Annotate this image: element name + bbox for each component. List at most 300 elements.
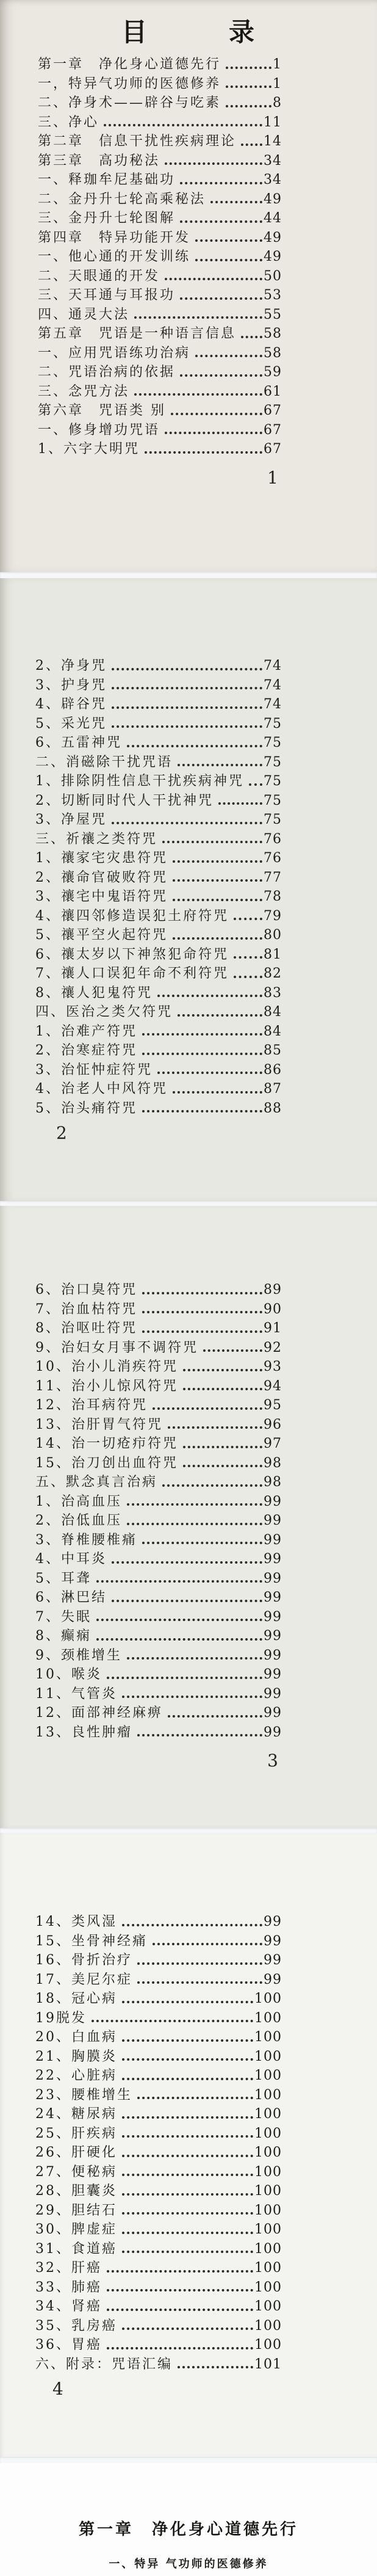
toc-entry — [35, 2047, 282, 2067]
toc-entry — [38, 324, 282, 344]
dot-leader — [173, 937, 262, 940]
toc-entry — [35, 2143, 282, 2163]
toc-entry — [38, 151, 282, 171]
toc-entry-label: 18、冠心病 — [35, 1991, 117, 2006]
dot-leader — [241, 336, 262, 338]
page-gap — [0, 1828, 377, 1833]
toc-entry — [35, 1041, 282, 1061]
toc-entry-page: 75 — [264, 774, 282, 789]
toc-entry — [38, 440, 282, 459]
dot-leader — [122, 2058, 253, 2061]
toc-entry-label: 2、禳命官破败符咒 — [35, 869, 168, 885]
toc-entry — [35, 2259, 282, 2278]
toc-entry-label: 12、治耳病符咒 — [35, 1398, 148, 1413]
toc-entry — [35, 1723, 282, 1743]
toc-entry-label: 4、治老人中风符咒 — [35, 1081, 168, 1097]
toc-entry-page: 86 — [264, 1062, 282, 1078]
toc-entry-page: 87 — [264, 1081, 282, 1097]
toc-entry-label: 第六章 咒语类 别 — [38, 403, 166, 418]
toc-entry-label: 12、面部神经麻痹 — [35, 1705, 163, 1721]
toc-entry-label: 3、护身咒 — [35, 677, 107, 693]
toc-entry-page: 53 — [264, 288, 282, 303]
dot-leader — [142, 1330, 262, 1333]
dot-leader — [173, 899, 262, 901]
toc-entry-page: 99 — [264, 1686, 282, 1702]
dot-leader — [173, 860, 262, 863]
dot-leader — [142, 1033, 262, 1036]
toc-entry — [35, 1970, 282, 1990]
toc-entry-label: 24、糖尿病 — [35, 2106, 117, 2122]
toc-entry — [35, 887, 282, 907]
toc-entry-page: 67 — [264, 422, 282, 438]
toc-entry-label: 9、治妇女月事不调符咒 — [35, 1340, 198, 1355]
toc-entry-page: 101 — [254, 2356, 282, 2372]
dot-leader — [137, 1734, 262, 1736]
toc-entry-page: 99 — [264, 1551, 282, 1567]
dot-leader — [183, 1465, 262, 1467]
page-number: 3 — [267, 1751, 278, 1771]
toc-entry — [35, 1415, 282, 1435]
dot-leader — [122, 2232, 253, 2234]
toc-entry-page: 14 — [264, 134, 282, 149]
toc-entry — [35, 1300, 282, 1319]
dot-leader — [180, 220, 262, 223]
toc-entry-label: 11、气管炎 — [35, 1686, 117, 1702]
dot-leader — [183, 1388, 262, 1390]
dot-leader — [137, 1962, 262, 1965]
dot-leader — [165, 162, 262, 165]
toc-entry — [35, 1099, 282, 1119]
toc-entry — [35, 791, 282, 811]
toc-entry-label: 22、心脏病 — [35, 2068, 117, 2083]
toc-entry-label: 3、禳宅中鬼语符咒 — [35, 889, 168, 904]
toc-entry — [35, 907, 282, 926]
toc-entry — [38, 267, 282, 286]
toc-entry — [35, 2220, 282, 2240]
toc-entry-page: 96 — [264, 1417, 282, 1432]
toc-entry-label: 31、食道癌 — [35, 2241, 117, 2257]
toc-entry-page: 67 — [264, 441, 282, 457]
toc-entry-page: 100 — [254, 2241, 282, 2257]
toc-entry-label: 2、净身咒 — [35, 658, 107, 673]
dot-leader — [112, 668, 262, 670]
dot-leader — [122, 1696, 262, 1698]
dot-leader — [195, 355, 262, 357]
toc-title: 目 录 — [121, 17, 256, 47]
toc-entry-label: 三、祈禳之类符咒 — [35, 831, 158, 847]
toc-entry-label: 9、颈椎增生 — [35, 1647, 122, 1663]
toc-entry-page: 80 — [264, 927, 282, 943]
dot-leader — [137, 2097, 253, 2099]
dot-leader — [122, 2001, 253, 2003]
toc-entry-label: 14、治一切疮疖符咒 — [35, 1436, 178, 1451]
dot-leader — [178, 1014, 262, 1017]
toc-entry-label: 14、类风湿 — [35, 1914, 117, 1929]
dot-leader — [178, 764, 262, 766]
page-number: 1 — [267, 467, 278, 488]
toc-entry-label: 2、治低血压 — [35, 1513, 122, 1528]
toc-entry-label: 三、金丹升七轮图解 — [38, 211, 176, 226]
toc-entry — [35, 1357, 282, 1377]
toc-entry-page: 100 — [254, 2068, 282, 2083]
toc-entry-page: 98 — [264, 1475, 282, 1490]
toc-entry — [38, 170, 282, 190]
toc-entry-page: 100 — [254, 2106, 282, 2122]
toc-entry-page: 49 — [264, 191, 282, 207]
toc-entry-page: 99 — [264, 1933, 282, 1949]
toc-entry-page: 99 — [264, 1628, 282, 1644]
toc-entry — [35, 1531, 282, 1550]
dot-leader — [107, 2270, 253, 2273]
toc-entry — [35, 2009, 282, 2028]
dot-leader — [107, 2289, 253, 2291]
dot-leader — [249, 783, 262, 786]
toc-entry — [35, 1003, 282, 1022]
dot-leader — [180, 182, 262, 184]
toc-entry-label: 一，特异气功师的医德修养 — [38, 76, 221, 92]
dot-leader — [122, 1924, 262, 1926]
toc-entry-page: 76 — [264, 831, 282, 847]
toc-entry-page: 99 — [264, 1590, 282, 1605]
toc-entry-label: 四、医治之类欠符咒 — [35, 1004, 173, 1020]
toc-entry — [35, 984, 282, 1003]
toc-entry-page: 99 — [264, 1953, 282, 1968]
toc-entry-page: 97 — [264, 1436, 282, 1451]
dot-leader — [122, 2327, 253, 2330]
toc-entry-label: 1、治难产符咒 — [35, 1023, 137, 1039]
toc-entry-page: 55 — [264, 307, 282, 322]
toc-entry — [38, 401, 282, 421]
dot-leader — [107, 1677, 262, 1679]
chapter-subheading: 一、特异 气功师的医德修养 — [109, 2558, 268, 2571]
toc-entry-label: 16、骨折治疗 — [35, 1953, 132, 1968]
toc-entry — [38, 55, 282, 74]
toc-entry-label: 第五章 咒语是一种语言信息 — [38, 326, 237, 341]
toc-entry-label: 5、禳平空火起符咒 — [35, 927, 168, 943]
toc-entry — [35, 926, 282, 945]
toc-entry — [35, 1608, 282, 1627]
dot-leader — [171, 413, 262, 415]
dot-leader — [96, 1638, 262, 1641]
dot-leader — [183, 1446, 262, 1448]
dot-leader — [142, 1292, 262, 1294]
toc-entry — [35, 733, 282, 753]
toc-entry-label: 6、治口臭符咒 — [35, 1282, 137, 1297]
toc-entry-label: 10、喉炎 — [35, 1667, 102, 1682]
toc-entry — [35, 1989, 282, 2009]
toc-entry-label: 8、禳人犯鬼符咒 — [35, 985, 153, 1001]
toc-list-page-3 — [35, 1280, 282, 1742]
toc-entry-label: 一、应用咒语练功治病 — [38, 345, 191, 361]
toc-entry — [35, 2105, 282, 2124]
dot-leader — [122, 2212, 253, 2215]
toc-entry-label: 5、治头痛符咒 — [35, 1100, 137, 1116]
toc-entry-page: 78 — [264, 889, 282, 904]
toc-entry-page: 81 — [264, 946, 282, 962]
toc-entry-page: 59 — [264, 365, 282, 380]
toc-entry-page: 100 — [254, 2222, 282, 2237]
dot-leader — [122, 2251, 253, 2253]
toc-scan-page-1 — [0, 0, 377, 572]
toc-entry-label: 23、腰椎增生 — [35, 2087, 132, 2103]
toc-entry-page: 100 — [254, 2010, 282, 2026]
toc-entry — [35, 1912, 282, 1932]
toc-entry-label: 17、美尼尔症 — [35, 1972, 132, 1987]
toc-entry-label: 6、淋巴结 — [35, 1590, 107, 1605]
toc-entry-page: 100 — [254, 2164, 282, 2180]
toc-entry-label: 第一章 净化身心道德先行 — [38, 57, 221, 72]
toc-entry — [38, 209, 282, 228]
dot-leader — [162, 841, 262, 843]
toc-entry-page: 100 — [254, 2337, 282, 2353]
toc-entry-page: 76 — [264, 851, 282, 866]
toc-entry-label: 3、净屋咒 — [35, 812, 107, 827]
toc-scan-page-4 — [0, 1833, 377, 2457]
toc-entry-page: 58 — [264, 345, 282, 361]
toc-entry-label: 20、白血病 — [35, 2030, 117, 2045]
dot-leader — [162, 1484, 262, 1487]
toc-entry-page: 75 — [264, 735, 282, 750]
toc-entry — [35, 810, 282, 830]
chapter-heading: 第一章 净化身心道德先行 — [78, 2520, 298, 2539]
toc-entry-label: 二、消磁除干扰咒语 — [35, 754, 173, 770]
dot-leader — [226, 105, 271, 107]
toc-entry-page: 75 — [264, 754, 282, 770]
toc-entry-page: 90 — [264, 1301, 282, 1317]
toc-entry — [38, 421, 282, 440]
toc-entry — [35, 2066, 282, 2086]
toc-entry — [35, 1377, 282, 1396]
toc-entry-label: 11、治小儿惊风符咒 — [35, 1378, 178, 1394]
dot-leader — [183, 1369, 262, 1371]
toc-entry-page: 99 — [264, 1724, 282, 1740]
toc-entry — [35, 2278, 282, 2298]
dot-leader — [168, 1715, 262, 1718]
toc-entry — [35, 1434, 282, 1454]
toc-entry — [38, 74, 282, 94]
toc-entry-page: 88 — [264, 1100, 282, 1116]
toc-entry — [38, 228, 282, 248]
toc-entry — [38, 132, 282, 151]
toc-entry — [35, 1061, 282, 1080]
dot-leader — [127, 1523, 262, 1525]
dot-leader — [153, 1943, 262, 1945]
toc-entry-label: 4、中耳炎 — [35, 1551, 107, 1567]
toc-entry-label: 32、肝癌 — [35, 2260, 102, 2276]
toc-entry-label: 第四章 特异功能开发 — [38, 230, 191, 245]
toc-entry-label: 10、治小儿消疾符咒 — [35, 1359, 178, 1374]
toc-entry — [35, 772, 282, 791]
toc-entry-page: 79 — [264, 908, 282, 924]
toc-entry-page: 93 — [264, 1359, 282, 1374]
toc-entry-page: 100 — [254, 2087, 282, 2103]
toc-entry-page: 74 — [264, 677, 282, 693]
toc-entry — [35, 2240, 282, 2259]
dot-leader — [165, 278, 262, 280]
toc-entry — [35, 714, 282, 734]
toc-entry-label: 6、五雷神咒 — [35, 735, 122, 750]
toc-entry-label: 35、乳房癌 — [35, 2318, 117, 2334]
dot-leader — [180, 374, 262, 377]
dot-leader — [234, 918, 262, 920]
toc-entry-label: 一、他心通的开发训练 — [38, 249, 191, 264]
toc-entry — [38, 93, 282, 113]
toc-entry — [35, 945, 282, 965]
toc-entry-page: 75 — [264, 793, 282, 808]
toc-entry-page: 100 — [254, 2318, 282, 2334]
toc-entry-label: 33、肺癌 — [35, 2279, 102, 2295]
toc-entry-label: 2、切断同时代人干扰神咒 — [35, 793, 214, 808]
toc-entry — [35, 1569, 282, 1589]
toc-entry — [35, 1646, 282, 1666]
toc-entry-label: 5、采光咒 — [35, 716, 107, 731]
toc-entry-page: 75 — [264, 812, 282, 827]
toc-entry — [35, 1280, 282, 1300]
toc-list-page-2 — [35, 656, 282, 1118]
dot-leader — [157, 1072, 262, 1074]
toc-entry-page: 99 — [264, 1667, 282, 1682]
toc-entry — [38, 363, 282, 382]
dot-leader — [195, 259, 262, 261]
toc-entry — [35, 830, 282, 849]
toc-entry-page: 100 — [254, 2048, 282, 2064]
toc-entry — [35, 1685, 282, 1704]
toc-entry-label: 3、治怔忡症符咒 — [35, 1062, 153, 1078]
dot-leader — [218, 802, 262, 805]
dot-leader — [112, 1561, 262, 1564]
dot-leader — [226, 67, 271, 69]
toc-entry-label: 19脱发 — [35, 2010, 87, 2026]
toc-entry — [38, 305, 282, 325]
page-number: 4 — [52, 2379, 63, 2399]
toc-entry-page: 95 — [264, 1398, 282, 1413]
toc-entry-page: 74 — [264, 658, 282, 673]
dot-leader — [122, 2135, 253, 2138]
dot-leader — [127, 745, 262, 747]
toc-entry-label: 4、辟谷咒 — [35, 697, 107, 712]
dot-leader — [178, 2366, 253, 2368]
toc-entry-label: 8、癫痫 — [35, 1628, 92, 1644]
toc-entry-label: 13、治肝胃气符咒 — [35, 1417, 163, 1432]
toc-entry — [35, 1396, 282, 1415]
toc-entry-label: 六、附录：咒语汇编 — [35, 2356, 173, 2372]
page-number: 2 — [56, 1123, 67, 1143]
toc-entry-label: 三、净心 — [38, 114, 99, 130]
toc-entry-page: 99 — [264, 1647, 282, 1663]
toc-entry — [35, 2335, 282, 2355]
toc-entry — [35, 2201, 282, 2221]
toc-entry — [35, 1550, 282, 1569]
toc-entry-page: 84 — [264, 1004, 282, 1020]
toc-entry-label: 第二章 信息干扰性疾病理论 — [38, 134, 237, 149]
toc-entry-page: 99 — [264, 1493, 282, 1509]
toc-entry-label: 二、净身术——辟谷与吃素 — [38, 95, 221, 111]
toc-entry-page: 100 — [254, 2145, 282, 2160]
toc-entry-label: 13、良性肿瘤 — [35, 1724, 132, 1740]
toc-entry-page: 75 — [264, 716, 282, 731]
toc-entry — [35, 753, 282, 772]
toc-entry-label: 四、通灵大法 — [38, 307, 130, 322]
toc-entry — [38, 382, 282, 402]
toc-entry — [38, 344, 282, 363]
toc-entry-page: 83 — [264, 985, 282, 1001]
dot-leader — [234, 976, 262, 978]
dot-leader — [226, 85, 271, 88]
dot-leader — [241, 143, 262, 146]
toc-entry-page: 34 — [264, 153, 282, 169]
toc-entry — [35, 1022, 282, 1042]
toc-scan-page-3 — [0, 1206, 377, 1828]
toc-entry-label: 三、天耳通与耳报功 — [38, 288, 176, 303]
chapter-first-page — [0, 2463, 377, 2576]
toc-entry — [35, 1951, 282, 1970]
dot-leader — [173, 879, 262, 882]
toc-entry — [35, 656, 282, 676]
dot-leader — [168, 1426, 262, 1429]
dot-leader — [210, 201, 262, 203]
toc-entry-label: 二、咒语治病的依据 — [38, 365, 176, 380]
toc-entry-label: 五、默念真言治病 — [35, 1475, 158, 1490]
toc-entry-page: 100 — [254, 1991, 282, 2006]
toc-entry-page: 100 — [254, 2030, 282, 2045]
dot-leader — [134, 316, 262, 319]
toc-entry-page: 99 — [264, 1705, 282, 1721]
toc-entry-label: 一、修身增功咒语 — [38, 422, 160, 438]
toc-entry — [35, 2086, 282, 2105]
toc-entry-page: 99 — [264, 1609, 282, 1625]
toc-scan-page-2 — [0, 578, 377, 1201]
dot-leader — [92, 2020, 253, 2022]
dot-leader — [107, 2309, 253, 2311]
toc-entry-page: 85 — [264, 1043, 282, 1058]
toc-entry-page: 99 — [264, 1513, 282, 1528]
toc-entry — [35, 2028, 282, 2047]
toc-entry-page: 74 — [264, 697, 282, 712]
toc-entry — [35, 868, 282, 888]
toc-entry-label: 2、治寒症符咒 — [35, 1043, 137, 1058]
toc-entry-page: 49 — [264, 249, 282, 264]
toc-entry — [35, 1079, 282, 1099]
toc-entry-page: 50 — [264, 268, 282, 284]
toc-entry-page: 82 — [264, 966, 282, 981]
dot-leader — [127, 1503, 262, 1506]
toc-entry-label: 26、肝硬化 — [35, 2145, 117, 2160]
toc-entry — [35, 1932, 282, 1951]
toc-entry-page: 98 — [264, 1455, 282, 1471]
toc-entry-page: 8 — [273, 95, 282, 111]
toc-entry-page: 49 — [264, 230, 282, 245]
toc-entry-label: 1、排除阴性信息干扰疾病神咒 — [35, 774, 244, 789]
toc-entry-label: 21、胸膜炎 — [35, 2048, 117, 2064]
toc-entry-label: 二、天眼通的开发 — [38, 268, 160, 284]
toc-entry — [35, 676, 282, 695]
toc-entry-page: 1 — [273, 57, 282, 72]
toc-entry-page: 100 — [254, 2260, 282, 2276]
dot-leader — [104, 124, 262, 126]
dot-leader — [203, 1349, 262, 1352]
page-gap — [0, 2457, 377, 2463]
toc-entry-page: 100 — [254, 2202, 282, 2218]
toc-entry — [35, 2163, 282, 2182]
toc-entry — [35, 1665, 282, 1685]
toc-entry — [35, 2182, 282, 2201]
dot-leader — [145, 451, 262, 454]
dot-leader — [142, 1311, 262, 1313]
toc-entry-page: 61 — [264, 383, 282, 399]
toc-entry — [35, 2317, 282, 2336]
toc-entry — [35, 1492, 282, 1512]
toc-entry-label: 1、禳家宅灾患符咒 — [35, 851, 168, 866]
